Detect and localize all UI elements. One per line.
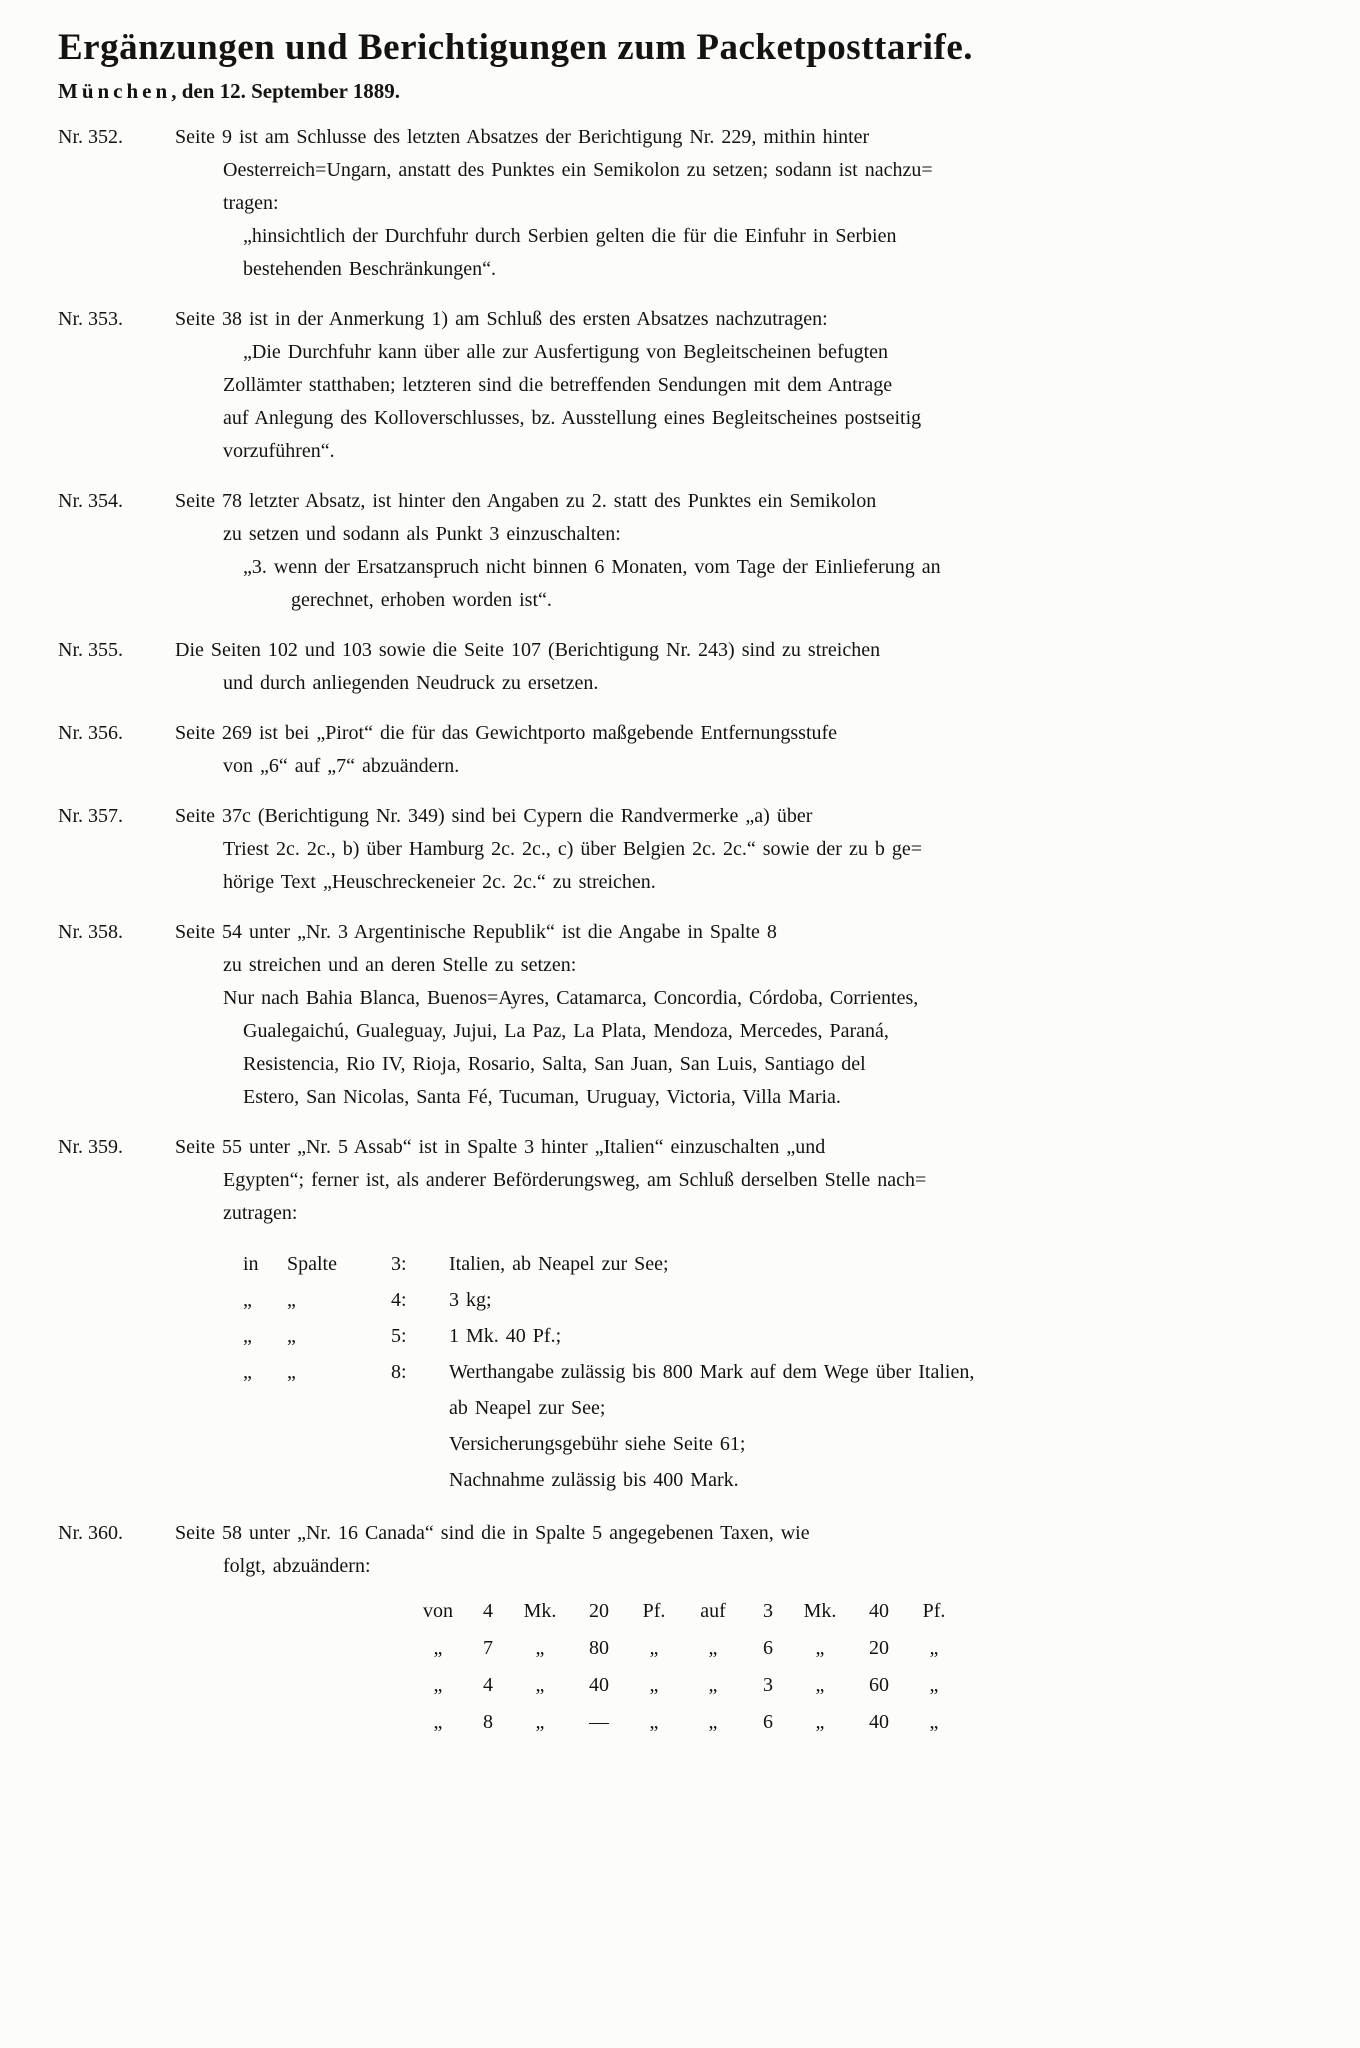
spalte-cell xyxy=(287,1426,383,1462)
entry-line: hörige Text „Heuschreckeneier 2c. 2c.“ zu streichen. xyxy=(223,871,656,893)
entry-body xyxy=(175,1517,1320,1741)
entry-line: Seite 78 letzter Absatz, ist hinter den Angaben zu 2. statt des Punktes ein Semikolon xyxy=(175,490,877,512)
spalte-cell xyxy=(243,1462,279,1498)
spalte-cell: ab Neapel zur See; xyxy=(449,1397,606,1419)
entry-line: Zollämter statthaben; letzteren sind die betreffenden Sendungen mit dem Antrage xyxy=(223,374,893,396)
spalte-cell: Nachnahme zulässig bis 400 Mark. xyxy=(449,1469,739,1491)
spalte-cell xyxy=(287,1390,383,1426)
entry-line: Seite 58 unter „Nr. 16 Canada“ sind die in Spalte 5 angegebenen Taxen, wie xyxy=(175,1522,810,1544)
tarif-cell: Mk. xyxy=(523,1600,557,1622)
tarif-cell: Pf. xyxy=(642,1600,666,1622)
tarif-cell: 3 xyxy=(763,1674,773,1696)
spalte-cell: „ xyxy=(287,1361,296,1383)
tarif-cell: 6 xyxy=(763,1711,773,1733)
tarif-cell: 40 xyxy=(589,1674,609,1696)
entry-line: Die Seiten 102 und 103 sowie die Seite 107 (Berichtigung Nr. 243) sind zu streichen xyxy=(175,639,881,661)
tarif-cell: 7 xyxy=(483,1637,493,1659)
entry-line: von „6“ auf „7“ abzuändern. xyxy=(223,755,460,777)
tarif-cell: „ xyxy=(535,1711,545,1733)
entry-line: Oesterreich=Ungarn, anstatt des Punktes ein Semikolon zu setzen; sodann ist nachzu= xyxy=(223,159,933,181)
entry xyxy=(58,303,1320,468)
tarif-cell: „ xyxy=(815,1637,825,1659)
entry-number: Nr. 354. xyxy=(58,490,123,512)
tarif-cell: — xyxy=(589,1711,609,1733)
spalte-cell: „ xyxy=(243,1289,252,1311)
entry-line: auf Anlegung des Kolloverschlusses, bz. Ausstellung eines Begleitscheines postseitig xyxy=(223,407,922,429)
tarif-cell: „ xyxy=(929,1637,939,1659)
entry xyxy=(58,1517,1320,1741)
entry-number: Nr. 358. xyxy=(58,921,123,943)
spalte-cell: 5: xyxy=(391,1325,407,1347)
tarif-cell: 80 xyxy=(589,1637,609,1659)
entry-line: folgt, abzuändern: xyxy=(223,1555,371,1577)
entry-body xyxy=(175,121,1320,286)
entry-line: „hinsichtlich der Durchfuhr durch Serbien gelten die für die Einfuhr in Serbien xyxy=(243,225,897,247)
entry-line: Estero, San Nicolas, Santa Fé, Tucuman, Uruguay, Victoria, Villa Maria. xyxy=(243,1086,841,1108)
entry-line: und durch anliegenden Neudruck zu ersetzen. xyxy=(223,672,599,694)
entry xyxy=(58,800,1320,899)
entry-line: zutragen: xyxy=(223,1202,298,1224)
document-title: Ergänzungen und Berichtigungen zum Packetposttarife. xyxy=(58,27,974,68)
entry-line: Egypten“; ferner ist, als anderer Beförderungsweg, am Schluß derselben Stelle nach= xyxy=(223,1169,927,1191)
entry xyxy=(58,916,1320,1114)
entry-number: Nr. 357. xyxy=(58,805,123,827)
spalte-cell: „ xyxy=(287,1325,296,1347)
spalte-cell: 8: xyxy=(391,1361,407,1383)
entry-body xyxy=(175,717,1320,783)
spalte-cell: 4: xyxy=(391,1289,407,1311)
spalte-cell xyxy=(287,1462,383,1498)
entry-body xyxy=(175,916,1320,1114)
entry-body xyxy=(175,800,1320,899)
tarif-cell: „ xyxy=(649,1711,659,1733)
entry-number: Nr. 356. xyxy=(58,722,123,744)
dateline xyxy=(58,79,1320,104)
spalte-cell: in xyxy=(243,1253,259,1275)
spalte-cell: „ xyxy=(243,1361,252,1383)
entry-body xyxy=(175,303,1320,468)
entry-line: Resistencia, Rio IV, Rioja, Rosario, Salta, San Juan, San Luis, Santiago del xyxy=(243,1053,866,1075)
entry xyxy=(58,1131,1320,1500)
spalte-cell: Versicherungsgebühr siehe Seite 61; xyxy=(449,1433,746,1455)
entry-number: Nr. 360. xyxy=(58,1522,123,1544)
entry xyxy=(58,121,1320,286)
entry-line: zu streichen und an deren Stelle zu setzen: xyxy=(223,954,577,976)
entry-number: Nr. 355. xyxy=(58,639,123,661)
tarif-cell: Pf. xyxy=(922,1600,946,1622)
tarif-table xyxy=(413,1593,1320,1741)
tarif-cell: „ xyxy=(708,1674,718,1696)
tarif-cell: „ xyxy=(708,1637,718,1659)
spalte-cell xyxy=(243,1426,279,1462)
spalte-cell: Italien, ab Neapel zur See; xyxy=(449,1253,669,1275)
entry xyxy=(58,634,1320,700)
entries-list xyxy=(58,121,1320,1741)
entry-line: Nur nach Bahia Blanca, Buenos=Ayres, Catamarca, Concordia, Córdoba, Corrientes, xyxy=(223,987,919,1009)
tarif-cell: 4 xyxy=(483,1600,493,1622)
dateline-rest: , den 12. September 1889. xyxy=(171,79,401,103)
entry-line: tragen: xyxy=(223,192,279,214)
tarif-cell: „ xyxy=(929,1674,939,1696)
entry-line: Seite 55 unter „Nr. 5 Assab“ ist in Spalte 3 hinter „Italien“ einzuschalten „und xyxy=(175,1136,826,1158)
entry-line: Seite 9 ist am Schlusse des letzten Absatzes der Berichtigung Nr. 229, mithin hinter xyxy=(175,126,870,148)
entry-number: Nr. 359. xyxy=(58,1136,123,1158)
tarif-cell: 40 xyxy=(869,1711,889,1733)
entry-line: Triest 2c. 2c., b) über Hamburg 2c. 2c., c) über Belgien 2c. 2c.“ sowie der zu b ge= xyxy=(223,838,922,860)
spalte-cell xyxy=(243,1390,279,1426)
tarif-cell: 4 xyxy=(483,1674,493,1696)
tarif-cell: 20 xyxy=(869,1637,889,1659)
tarif-cell: „ xyxy=(433,1711,443,1733)
tarif-cell: „ xyxy=(649,1674,659,1696)
entry-body xyxy=(175,634,1320,700)
spalte-cell: 1 Mk. 40 Pf.; xyxy=(449,1325,562,1347)
spalte-cell xyxy=(391,1426,441,1462)
entry-body xyxy=(175,1131,1320,1500)
tarif-cell: auf xyxy=(700,1600,726,1622)
spalte-cell xyxy=(391,1390,441,1426)
entry-number: Nr. 353. xyxy=(58,308,123,330)
tarif-cell: „ xyxy=(929,1711,939,1733)
tarif-cell: Mk. xyxy=(803,1600,837,1622)
tarif-cell: „ xyxy=(433,1637,443,1659)
entry-line: Seite 54 unter „Nr. 3 Argentinische Republik“ ist die Angabe in Spalte 8 xyxy=(175,921,777,943)
tarif-cell: 6 xyxy=(763,1637,773,1659)
spalte-cell: „ xyxy=(243,1325,252,1347)
tarif-cell: von xyxy=(423,1600,453,1622)
entry-line: zu setzen und sodann als Punkt 3 einzuschalten: xyxy=(223,523,621,545)
spalte-cell: 3 kg; xyxy=(449,1289,492,1311)
tarif-cell: 60 xyxy=(869,1674,889,1696)
entry-line: „Die Durchfuhr kann über alle zur Ausfertigung von Begleitscheinen befugten xyxy=(243,341,889,363)
dateline-city: München xyxy=(58,79,172,103)
tarif-cell: 8 xyxy=(483,1711,493,1733)
tarif-cell: 20 xyxy=(589,1600,609,1622)
entry-body xyxy=(175,485,1320,617)
entry xyxy=(58,717,1320,783)
entry-line: Seite 269 ist bei „Pirot“ die für das Gewichtporto maßgebende Entfernungsstufe xyxy=(175,722,838,744)
tarif-cell: „ xyxy=(535,1674,545,1696)
spalte-cell xyxy=(391,1462,441,1498)
spalte-table xyxy=(243,1246,1320,1498)
tarif-cell: 3 xyxy=(763,1600,773,1622)
tarif-cell: 40 xyxy=(869,1600,889,1622)
entry-line: Gualegaichú, Gualeguay, Jujui, La Paz, La Plata, Mendoza, Mercedes, Paraná, xyxy=(243,1020,889,1042)
tarif-cell: „ xyxy=(815,1674,825,1696)
entry-line: Seite 38 ist in der Anmerkung 1) am Schluß des ersten Absatzes nachzutragen: xyxy=(175,308,828,330)
entry-line: Seite 37c (Berichtigung Nr. 349) sind bei Cypern die Randvermerke „a) über xyxy=(175,805,813,827)
entry-line: bestehenden Beschränkungen“. xyxy=(243,258,497,280)
spalte-cell: 3: xyxy=(391,1253,407,1275)
entry-line: „3. wenn der Ersatzanspruch nicht binnen 6 Monaten, vom Tage der Einlieferung an xyxy=(243,556,941,578)
tarif-cell: „ xyxy=(649,1637,659,1659)
spalte-cell: Werthangabe zulässig bis 800 Mark auf dem Wege über Italien, xyxy=(449,1361,975,1383)
entry-line: gerechnet, erhoben worden ist“. xyxy=(291,589,552,611)
tarif-cell: „ xyxy=(708,1711,718,1733)
entry xyxy=(58,485,1320,617)
entry-number: Nr. 352. xyxy=(58,126,123,148)
tarif-cell: „ xyxy=(815,1711,825,1733)
spalte-cell: Spalte xyxy=(287,1253,337,1275)
tarif-cell: „ xyxy=(535,1637,545,1659)
entry-line: vorzuführen“. xyxy=(223,440,335,462)
tarif-cell: „ xyxy=(433,1674,443,1696)
spalte-cell: „ xyxy=(287,1289,296,1311)
